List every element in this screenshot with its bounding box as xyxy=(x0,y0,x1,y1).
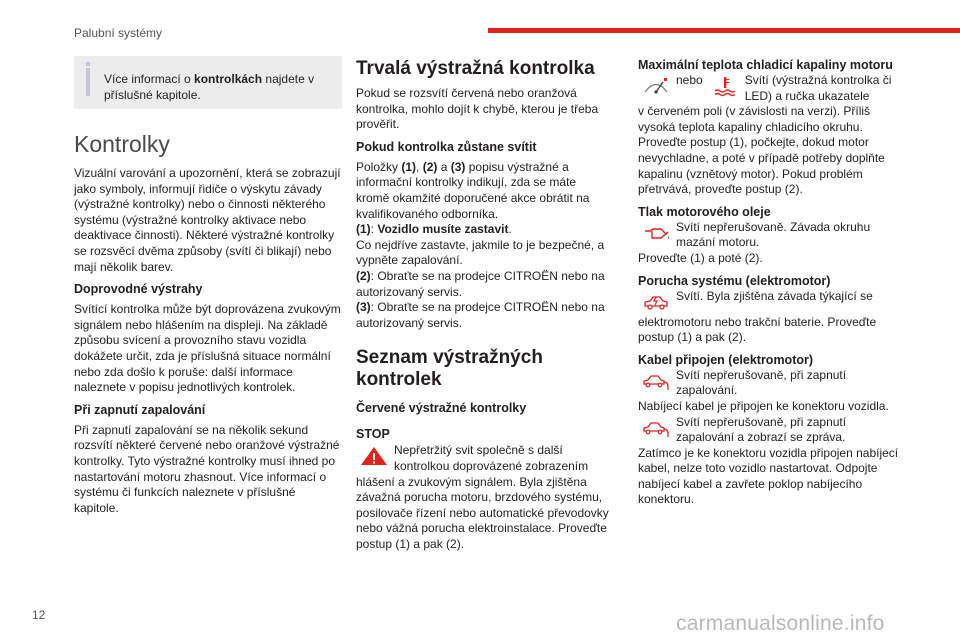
cable-row-1 xyxy=(638,368,900,399)
running-header: Palubní systémy xyxy=(74,26,163,40)
trvala-paragraph: Pokud se rozsvítí červená nebo oranžová kontrolka, mohlo dojít k chybě, kterou je třeba prověřit. xyxy=(356,86,599,132)
coolant-row xyxy=(638,73,900,104)
cable-connected-icon xyxy=(638,368,674,394)
oil-icon-text: Svítí nepřerušovaně. Závada okruhu mazání motoru. xyxy=(676,219,871,250)
stop-warning-icon xyxy=(356,443,392,469)
stop-icon-text: Nepřetržitý svit společně s další kontrolkou doprovázené zobrazením xyxy=(394,443,589,473)
coolant-temperature-icon xyxy=(707,73,743,99)
item-1-text: Co nejdříve zastavte, jakmile to je bezpečné, a vypněte zapalování. xyxy=(356,237,605,268)
heading-kabel: Kabel připojen (elektromotor) xyxy=(638,352,814,367)
coolant-gauge-icon xyxy=(638,73,674,99)
cable-2-paragraph: Zatímco je ke konektoru vozidla připojen nabíjecí kabel, nelze toto vozidlo nastartovat. Odpojte nabíjecí kabel a zavřete poklop nabíjecího konektoru. xyxy=(638,445,899,507)
page-number: 12 xyxy=(32,608,46,622)
header-accent-bar xyxy=(488,28,960,33)
motor-fault-paragraph: elektromotoru nebo trakční baterie. Proveďte postup (1) a pak (2). xyxy=(638,314,877,345)
zapnuti-paragraph: Při zapnutí zapalování se na několik sekund rozsvítí některé červené nebo oranžové výstražné kontrolky. Tyto výstražné kontrolky musí ihned po nastartování motoru zhasnout. Více informací o systému či funkcích naleznete v příslušné kapitole. xyxy=(74,422,340,515)
coolant-icon-text: Svítí (výstražná kontrolka či LED) a ručka ukazatele xyxy=(744,73,892,103)
heading-pokud: Pokud kontrolka zůstane svítit xyxy=(356,139,537,154)
cable-2-icon-text: Svítí nepřerušovaně, při zapnutí zapalování a zobrazí se zpráva. xyxy=(676,414,847,445)
heading-cervene: Červené výstražné kontrolky xyxy=(356,401,527,416)
motor-fault-icon-text: Svítí. Byla zjištěna závada týkající se xyxy=(676,288,873,303)
item-3: (3): Obraťte se na prodejce CITROËN nebo na autorizovaný servis. xyxy=(356,300,605,330)
cable-1-icon-text: Svítí nepřerušovaně, při zapnutí zapalování. xyxy=(676,367,847,398)
oil-row xyxy=(638,220,900,251)
section-title-trvala: Trvalá výstražná kontrolka xyxy=(356,58,595,79)
heading-stop: STOP xyxy=(356,427,390,442)
item-1: (1): Vozidlo musíte zastavit. xyxy=(356,222,512,237)
coolant-paragraph: v červeném poli (v závislosti na verzi). Příliš vysoká teplota kapaliny chladicího okruhu. Proveďte postup (1), počkejte, dokud motor nevychladne, a poté v případě potřeby doplňte kapalinu (vznětový motor). Pokud problém přetrvává, proveďte postup (2). xyxy=(638,104,885,197)
motor-fault-row xyxy=(638,289,900,315)
column-middle xyxy=(356,44,611,552)
section-title-seznam: Seznam výstražných kontrolek xyxy=(356,347,543,391)
electric-motor-fault-icon xyxy=(638,289,674,315)
section-title-kontrolky: Kontrolky xyxy=(74,131,170,157)
oil-pressure-icon xyxy=(638,220,674,246)
pokud-paragraph: Položky (1), (2) a (3) popisu výstražné a informační kontrolky indikují, zda se máte kromě okamžité doporučené akce obrátit na kvalifikovaného odborníka. xyxy=(356,159,590,221)
heading-porucha: Porucha systému (elektromotor) xyxy=(638,273,831,288)
info-icon xyxy=(86,68,90,96)
stop-row xyxy=(356,443,611,474)
cable-row-2 xyxy=(638,415,900,446)
nebo-text: nebo xyxy=(676,73,703,87)
heading-tlak-oleje: Tlak motorového oleje xyxy=(638,204,771,219)
item-2: (2): Obraťte se na prodejce CITROËN nebo na autorizovaný servis. xyxy=(356,268,605,299)
heading-doprovodne: Doprovodné výstrahy xyxy=(74,282,203,297)
heading-zapnuti: Při zapnutí zapalování xyxy=(74,402,206,417)
column-right xyxy=(638,44,900,508)
oil-paragraph: Proveďte (1) a poté (2). xyxy=(638,250,763,265)
column-left xyxy=(74,44,342,516)
info-box xyxy=(74,56,342,109)
doprovodne-paragraph: Svítící kontrolka může být doprovázena zvukovým signálem nebo hlášením na displeji. Na základě způsobu svícení a provozního stavu vozidla dokážete určit, zda je příslušná situace normální nebo zda došlo k poruše: další informace naleznete v popisu jednotlivých kontrolek. xyxy=(74,302,341,395)
cable-connected-icon xyxy=(638,415,674,441)
stop-paragraph: hlášení a zvukovým signálem. Byla zjištěna závažná porucha motoru, brzdového systému, posilovače řízení nebo automatické převodovky nebo vážná porucha elektroinstalace. Proveďte postup (1) a pak (2). xyxy=(356,474,609,551)
intro-paragraph: Vizuální varování a upozornění, která se zobrazují jako symboly, informují řidiče o výskytu závady (výstražné kontrolky) nebo o činnosti některého systému (výstražné kontrolky aktivace nebo deaktivace činnosti). Některé výstražné kontrolky se rozsvěcí dvěma způsoby (svítí či blikají) nebo mají několik barev. xyxy=(74,166,341,274)
heading-max-teplota: Maximální teplota chladicí kapaliny motoru xyxy=(638,58,893,72)
cable-1-paragraph: Nabíjecí kabel je připojen ke konektoru vozidla. xyxy=(638,398,889,413)
watermark: carmanualsonline.info xyxy=(676,612,885,635)
info-text: Více informací o kontrolkách najdete v příslušné kapitole. xyxy=(104,72,315,102)
